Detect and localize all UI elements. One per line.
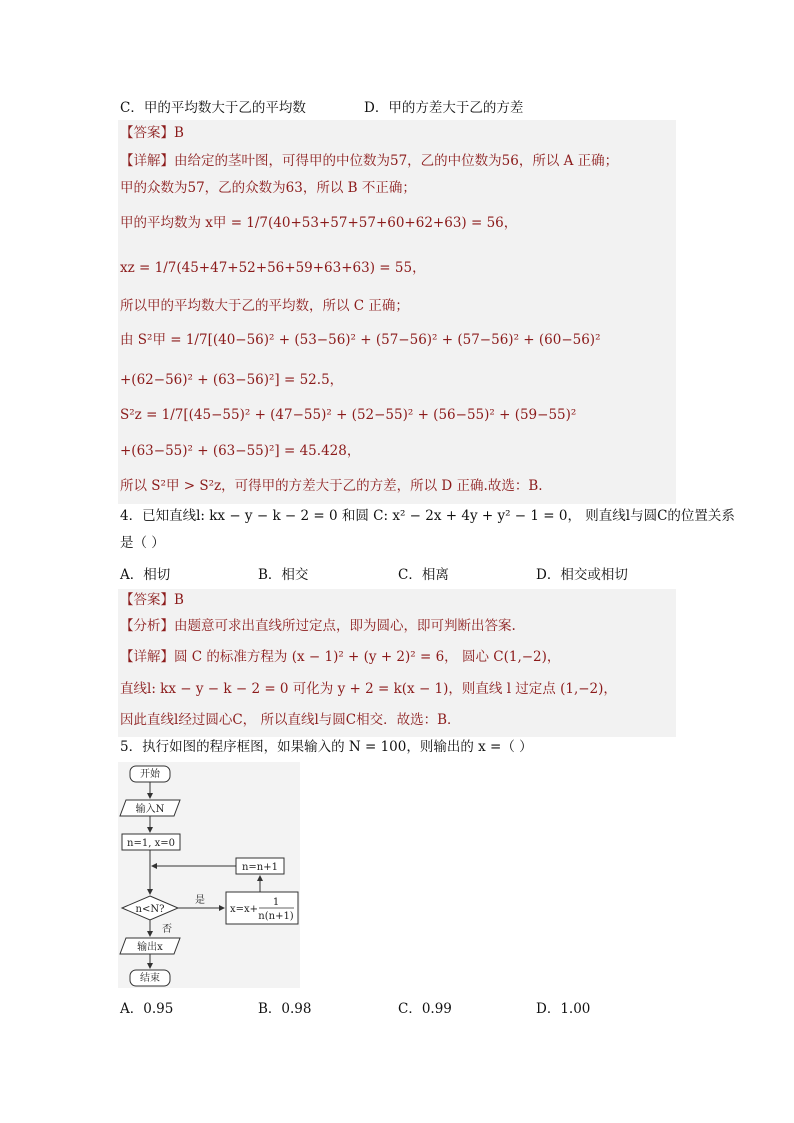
q5-option-c: C．0.99	[398, 1001, 452, 1017]
flow-init-label: n=1, x=0	[127, 838, 175, 849]
q4-option-b: B．相交	[258, 567, 309, 583]
q3-conclusion: 所以 S²甲 > S²z，可得甲的方差大于乙的方差，所以 D 正确.故选：B.	[120, 478, 543, 494]
q5-option-a: A．0.95	[120, 1001, 174, 1017]
flow-no-label: 否	[162, 924, 172, 935]
flow-output-label: 输出x	[137, 942, 163, 953]
flow-body-lhs: x=x+	[229, 904, 259, 915]
flow-start-label: 开始	[140, 769, 160, 780]
q3-detail-line: 甲的众数为57，乙的众数为63，所以 B 不正确；	[120, 180, 416, 196]
q4-detail: 因此直线l经过圆心C， 所以直线l与圆C相交．故选：B．	[120, 712, 461, 728]
q5-option-d: D．1.00	[536, 1001, 591, 1017]
flow-end-label: 结束	[140, 973, 160, 984]
q4-detail: 【详解】圆 C 的标准方程为 (x − 1)² + (y + 2)² = 6， 圆心 C(1,−2)，	[120, 649, 561, 665]
q5-option-b: B．0.98	[258, 1001, 312, 1017]
q4-option-c: C．相离	[398, 567, 449, 583]
q3-var-a-2: +(62−56)² + (63−56)²] = 52.5，	[120, 372, 344, 388]
flow-input-label: 输入N	[135, 804, 165, 815]
q3-detail-line: 所以甲的平均数大于乙的平均数，所以 C 正确；	[120, 298, 409, 314]
q4-stem: 4．已知直线l: kx − y − k − 2 = 0 和圆 C: x² − 2x + 4y + y² − 1 = 0， 则直线l与圆C的位置关系	[120, 508, 735, 524]
q4-answer: 【答案】B	[120, 592, 184, 608]
flow-body-den: n(n+1)	[258, 911, 294, 922]
flow-update-label: n=n+1	[241, 862, 279, 873]
flow-yes-label: 是	[195, 895, 205, 906]
q3-detail-line: 【详解】由给定的茎叶图，可得甲的中位数为57，乙的中位数为56，所以 A 正确；	[120, 153, 619, 169]
q4-analysis: 【分析】由题意可求出直线所过定点，即为圆心，即可判断出答案.	[120, 618, 516, 634]
option-d: D．甲的方差大于乙的方差	[364, 100, 524, 116]
program-flowchart	[118, 762, 300, 988]
q4-option-a: A．相切	[120, 567, 171, 583]
q3-var-b-1: S²z = 1/7[(45−55)² + (47−55)² + (52−55)² + (56−55)² + (59−55)²	[120, 407, 577, 423]
q3-mean-a: 甲的平均数为 x甲 = 1/7(40+53+57+57+60+62+63) = 56，	[120, 215, 518, 231]
q4-stem-cont: 是（ ）	[120, 535, 165, 551]
q3-var-b-2: +(63−55)² + (63−55)²] = 45.428，	[120, 443, 361, 459]
q3-answer: 【答案】B	[120, 125, 184, 141]
flow-decision-label: n<N?	[135, 904, 165, 915]
flow-body-num: 1	[272, 897, 280, 908]
option-c: C．甲的平均数大于乙的平均数	[120, 100, 306, 116]
q5-stem: 5．执行如图的程序框图，如果输入的 N = 100，则输出的 x =（ ）	[120, 739, 533, 755]
q4-option-d: D．相交或相切	[536, 567, 628, 583]
q4-detail: 直线l: kx − y − k − 2 = 0 可化为 y + 2 = k(x − 1)，则直线 l 过定点 (1,−2)，	[120, 681, 617, 697]
q3-var-a-1: 由 S²甲 = 1/7[(40−56)² + (53−56)² + (57−56)² + (57−56)² + (60−56)²	[120, 332, 601, 348]
q3-mean-b: xz = 1/7(45+47+52+56+59+63+63) = 55，	[120, 260, 426, 276]
